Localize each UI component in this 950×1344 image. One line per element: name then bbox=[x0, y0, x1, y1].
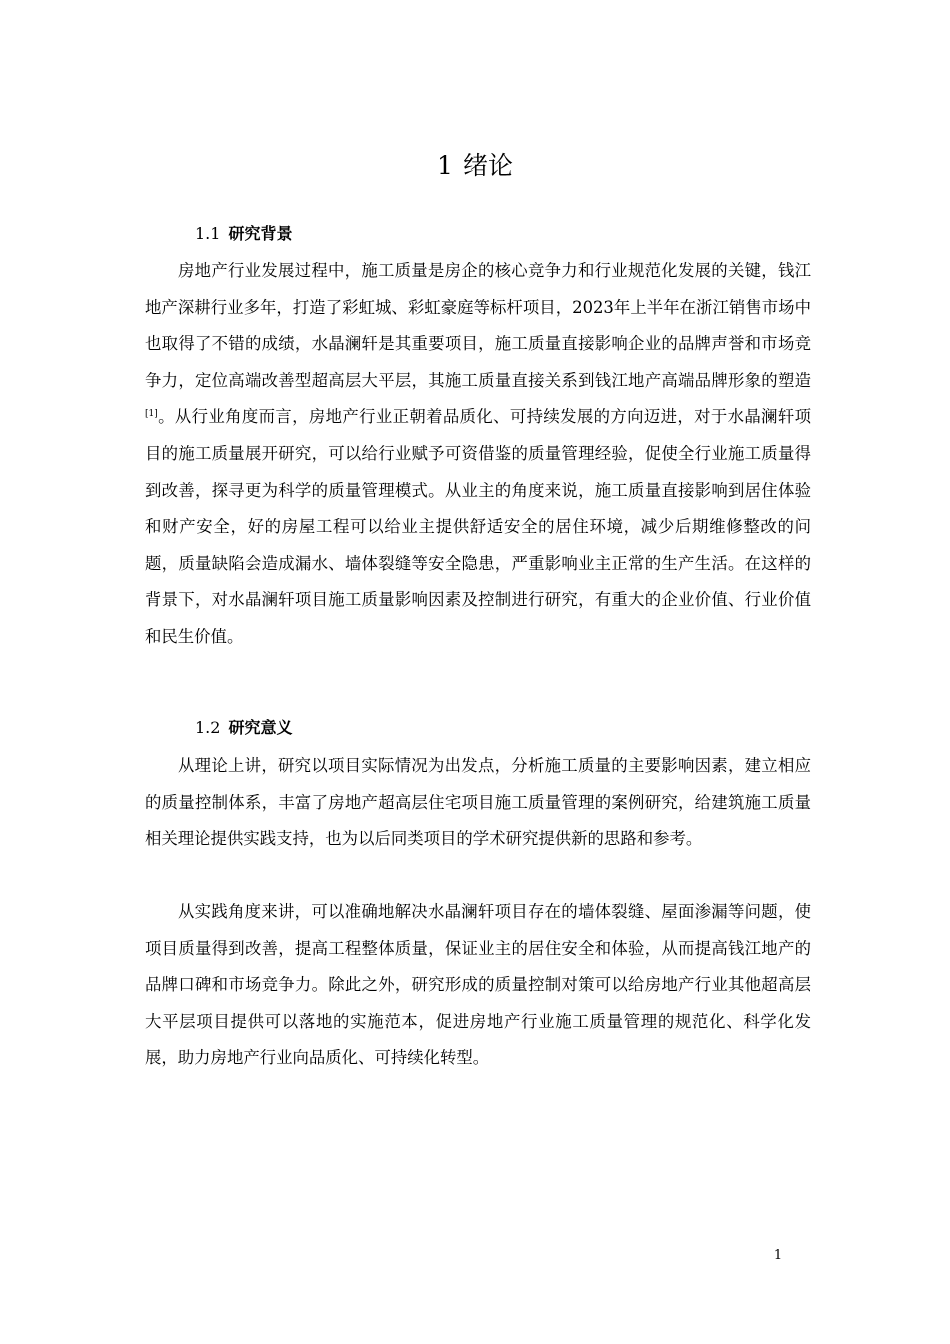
section-heading-significance bbox=[195, 716, 292, 740]
section-title: 研究背景 bbox=[228, 224, 293, 243]
chapter-title bbox=[0, 146, 950, 186]
paragraph-background bbox=[145, 253, 811, 656]
paragraph-text: 房地产行业发展过程中，施工质量是房企的核心竞争力和行业规范化发展的关键，钱江地产深耕行业多年，打造了彩虹城、彩虹豪庭等标杆项目，2023年上半年在浙江销售市场中也取得了不错的成绩，水晶澜轩是其重要项目，施工质量直接影响企业的品牌声誉和市场竞争力，定位高端改善型超高层大平层，其施工质量直接关系到钱江地产高端品牌形象的塑造 bbox=[145, 261, 811, 390]
citation-reference: [1] bbox=[145, 409, 158, 420]
chapter-number: 1 bbox=[437, 151, 453, 180]
section-heading-background bbox=[195, 222, 292, 246]
paragraph-theory: 从理论上讲，研究以项目实际情况为出发点，分析施工质量的主要影响因素，建立相应的质量控制体系，丰富了房地产超高层住宅项目施工质量管理的案例研究，给建筑施工质量相关理论提供实践支持，也为以后同类项目的学术研究提供新的思路和参考。 bbox=[145, 756, 811, 849]
paragraph-text-continued: 。从行业角度而言，房地产行业正朝着品质化、可持续发展的方向迈进，对于水晶澜轩项目的施工质量展开研究，可以给行业赋予可资借鉴的质量管理经验，促使全行业施工质量得到改善，探寻更为科学的质量管理模式。从业主的角度来说，施工质量直接影响到居住体验和财产安全，好的房屋工程可以给业主提供舒适安全的居住环境，减少后期维修整改的问题，质量缺陷会造成漏水、墙体裂缝等安全隐患，严重影响业主正常的生产生活。在这样的背景下，对水晶澜轩项目施工质量影响因素及控制进行研究，有重大的企业价值、行业价值和民生价值。 bbox=[145, 407, 811, 646]
paragraph-practice: 从实践角度来讲，可以准确地解决水晶澜轩项目存在的墙体裂缝、屋面渗漏等问题，使项目质量得到改善，提高工程整体质量，保证业主的居住安全和体验，从而提高钱江地产的品牌口碑和市场竞争力。除此之外，研究形成的质量控制对策可以给房地产行业其他超高层大平层项目提供可以落地的实施范本，促进房地产行业施工质量管理的规范化、科学化发展，助力房地产行业向品质化、可持续化转型。 bbox=[145, 902, 811, 1068]
section-number: 1.2 bbox=[195, 718, 221, 737]
page-number: 1 bbox=[773, 1248, 783, 1263]
section-number: 1.1 bbox=[195, 224, 221, 243]
chapter-title-text: 绪论 bbox=[462, 151, 513, 180]
section-title: 研究意义 bbox=[228, 718, 293, 737]
